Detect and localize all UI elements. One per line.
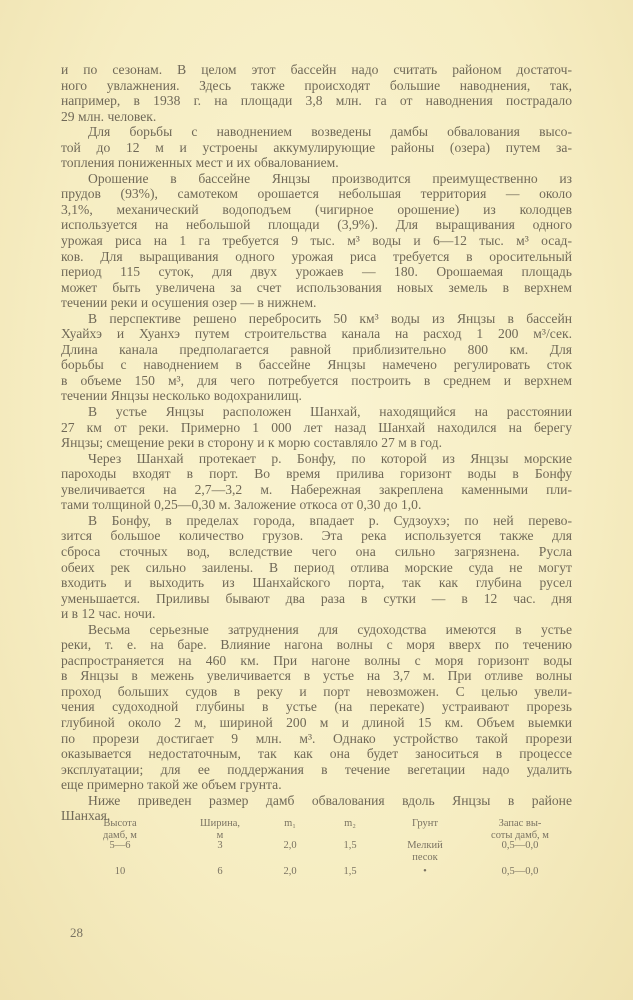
text-line: период 115 суток, для двух урожаев — 180. Орошаемая площадь — [61, 264, 572, 280]
header-width-unit: м — [216, 830, 224, 841]
text-line: Янцзы; смещение реки в сторону и к морю составляло 27 м в год. — [61, 435, 442, 451]
text-line: сброса сточных вод, вследствие чего она сильно загрязнена. Русла — [61, 543, 572, 559]
text-line: ков. Для выращивания одного урожая риса требуется в оросительный — [61, 248, 572, 264]
text-line: уменьшается. Приливы бывают два раза в сутки — в 12 час. дня — [61, 590, 572, 606]
header-soil: Грунт — [412, 818, 438, 829]
header-freeboard: Запас вы- — [498, 818, 542, 829]
table-row — [80, 852, 580, 864]
text-line: по прорези достигает 9 млн. м³. Однако устройство такой прорези — [61, 730, 572, 746]
cell-soil: • — [423, 866, 427, 877]
cell-width: 3 — [217, 840, 223, 851]
cell-freeboard: 0,5—0,0 — [501, 840, 539, 851]
cell-width: 6 — [217, 866, 223, 877]
text-line: Длина канала предполагается равной приблизительно 800 км. Для — [61, 341, 572, 357]
cell-soil: Мелкий — [407, 840, 443, 851]
table-row — [80, 866, 580, 878]
text-line: течении реки и осушения озер — в нижнем. — [61, 295, 317, 311]
text-line: реки, т. е. на баре. Влияние нагона волны с моря вверх по течению — [61, 637, 572, 653]
table-header-row-1 — [80, 818, 580, 830]
header-height-unit: дамб, м — [103, 830, 137, 841]
text-line: борьбы с наводнением в бассейне Янцзы намечено регулировать сток — [61, 357, 572, 373]
text-line: еще примерно такой же объем грунта. — [61, 777, 282, 793]
text-line: 3,1%, механический водоподъем (чигирное орошение) из колодцев — [61, 201, 572, 217]
text-line: той до 12 м и устроены аккумулирующие районы (озера) путем за- — [61, 139, 572, 155]
text-line: ного увлажнения. Здесь также происходят большие наводнения, так, — [61, 77, 572, 93]
text-line: например, в 1938 г. на площади 3,8 млн. га от наводнения пострадало — [61, 93, 572, 109]
text-line: входить и выходить из Шанхайского порта, так как глубина русел — [61, 575, 572, 591]
text-line: проход больших судов в реку и порт невозможен. С целью увели- — [61, 683, 572, 699]
table-row — [80, 840, 580, 852]
paragraph-first-line: Ниже приведен размер дамб обвалования вдоль Янцзы в районе — [88, 792, 572, 808]
text-line: Хуайхэ и Хуанхэ путем строительства канала на расход 1 200 м³/сек. — [61, 326, 572, 342]
cell-m1: 2,0 — [283, 866, 297, 877]
text-line: урожая риса на 1 га требуется 9 тыс. м³ воды и 6—12 тыс. м³ осад- — [61, 233, 572, 249]
text-line: эксплуатации; для ее поддержания в течение вегетации надо удалить — [61, 761, 572, 777]
header-m1: m₁ — [284, 818, 296, 829]
paragraph-first-line: В Бонфу, в пределах города, впадает р. Судзоухэ; по ней перево- — [88, 512, 572, 528]
paragraph-first-line: В устье Янцзы расположен Шанхай, находящийся на расстоянии — [88, 404, 572, 420]
cell-soil: песок — [412, 852, 438, 863]
text-line: и по сезонам. В целом этот бассейн надо считать районом достаточ- — [61, 62, 572, 77]
text-line: может быть увеличена за счет использования новых земель в верхнем — [61, 279, 572, 295]
cell-m1: 2,0 — [283, 840, 297, 851]
cell-m2: 1,5 — [343, 866, 357, 877]
text-line: оказывается недостаточным, так как она будет заноситься в процессе — [61, 746, 572, 762]
text-line: зится большое количество грузов. Эта река используется также для — [61, 528, 572, 544]
text-line: прудов (93%), самотеком орошается небольшая территория — около — [61, 186, 572, 202]
header-freeboard-unit: соты дамб, м — [491, 830, 549, 841]
text-line: топления пониженных мест и их обвалованием. — [61, 155, 339, 171]
text-line: 29 млн. человек. — [61, 108, 157, 124]
text-line: 27 км от реки. Примерно 1 000 лет назад Шанхай находился на берегу — [61, 419, 572, 435]
text-line: и в 12 час. ночи. — [61, 606, 156, 622]
text-line: распространяется на 460 км. При нагоне волны с моря горизонт воды — [61, 652, 572, 668]
text-line: увеличивается на 2,7—3,2 м. Набережная закреплена каменными пли- — [61, 481, 572, 497]
header-width: Ширина, — [200, 818, 240, 829]
body-text — [61, 62, 572, 824]
paragraph-first-line: Орошение в бассейне Янцзы производится преимущественно из — [88, 170, 572, 186]
cell-height: 10 — [114, 866, 126, 877]
text-line: обеих рек сильно заилены. В период отлива морские суда не могут — [61, 559, 572, 575]
paragraph-first-line: В перспективе решено перебросить 50 км³ воды из Янцзы в бассейн — [88, 310, 572, 326]
paragraph-first-line: Через Шанхай протекает р. Бонфу, по которой из Янцзы морские — [88, 450, 572, 466]
header-m2: m₂ — [344, 818, 356, 829]
text-line: течении Янцзы несколько водохранилищ. — [61, 388, 302, 404]
dam-dimensions-table — [80, 818, 580, 878]
cell-freeboard: 0,5—0,0 — [501, 866, 539, 877]
text-line: чения судоходной глубины в устье (на перекате) устраивают прорезь — [61, 699, 572, 715]
cell-m2: 1,5 — [343, 840, 357, 851]
text-line: используется на небольшой площади (3,9%). Для выращивания одного — [61, 217, 572, 233]
text-line: в объеме 150 м³, для чего потребуется построить в среднем и верхнем — [61, 372, 572, 388]
cell-height: 5—6 — [109, 840, 131, 851]
text-line: пароходы входят в порт. Во время прилива горизонт воды в Бонфу — [61, 466, 572, 482]
paragraph-first-line: Для борьбы с наводнением возведены дамбы обвалования высо- — [88, 124, 572, 140]
header-height: Высота — [103, 818, 137, 829]
text-line: в Янцзы в межень увеличивается в устье на 3,7 м. При отливе волны — [61, 668, 572, 684]
text-line: глубиной около 2 м, шириной 200 м и длиной 15 км. Объем выемки — [61, 714, 572, 730]
text-line: тами толщиной 0,25—0,30 м. Заложение откоса от 0,30 до 1,0. — [61, 497, 422, 513]
paragraph-first-line: Весьма серьезные затруднения для судоходства имеются в устье — [88, 621, 572, 637]
page-number: 28 — [70, 925, 83, 940]
text-line: Шанхая. — [61, 808, 111, 824]
